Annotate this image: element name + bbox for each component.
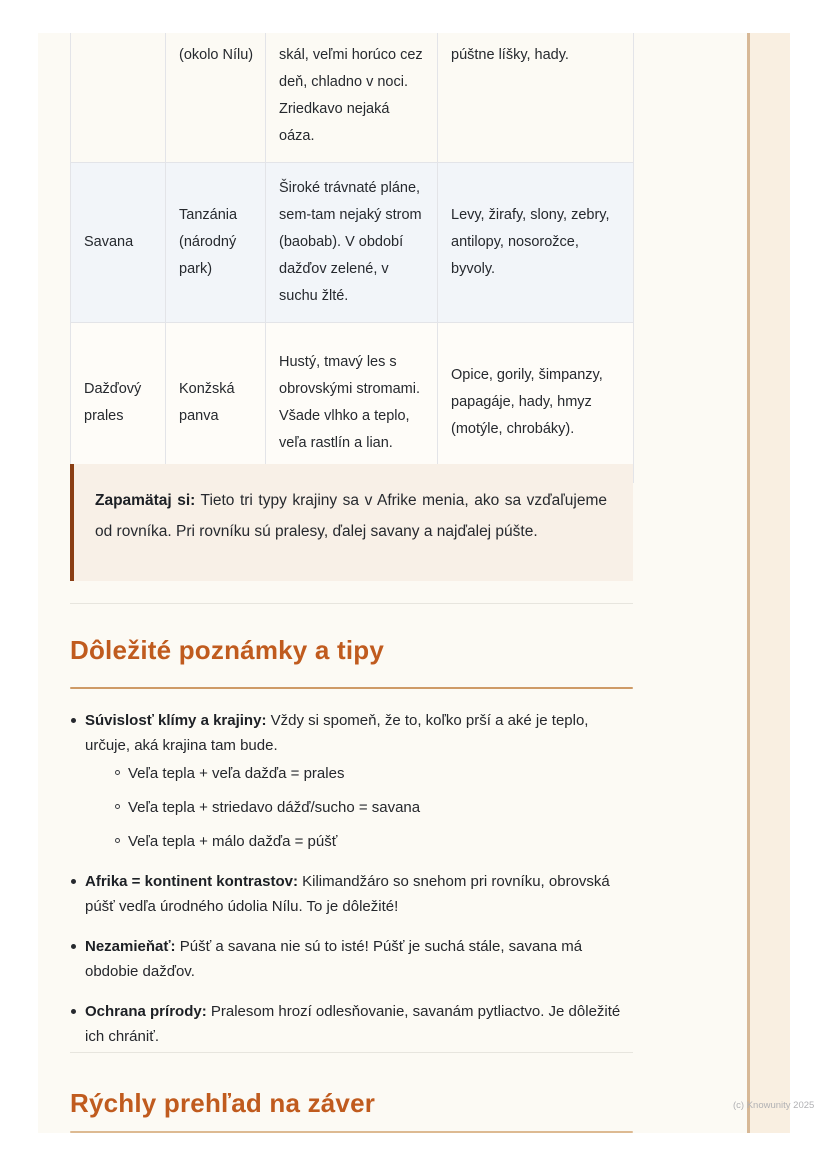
cell-animals: púštne líšky, hady. xyxy=(438,33,634,163)
divider xyxy=(70,1052,633,1053)
list-item xyxy=(70,999,633,1049)
section-underline xyxy=(70,687,633,689)
remember-callout xyxy=(70,464,633,581)
watermark: (c) Knowunity 2025 xyxy=(733,1100,815,1111)
list-item xyxy=(70,869,633,919)
table-row-savana xyxy=(71,163,634,323)
list-item-text: Vždy si spomeň, že to, koľko prší a aké je teplo, určuje, aká krajina tam bude. xyxy=(85,712,589,754)
section-title-notes: Dôležité poznámky a tipy xyxy=(70,635,384,665)
table-row-desert xyxy=(71,33,634,163)
cell-location: (okolo Nílu) xyxy=(166,33,266,163)
divider xyxy=(70,603,633,604)
notes-list xyxy=(70,708,633,1064)
table-row-prales xyxy=(71,323,634,483)
list-item-text: Pralesom hrozí odlesňovanie, savanám pytliactvo. Je dôležité ich chrániť. xyxy=(85,1003,621,1045)
cell-location: Konžská panva xyxy=(166,323,266,483)
section-title-summary: Rýchly prehľad na záver xyxy=(70,1088,376,1118)
list-item xyxy=(70,934,633,984)
list-item-text: Púšť a savana nie sú to isté! Púšť je suchá stále, savana má obdobie dažďov. xyxy=(85,938,583,980)
cell-description: Hustý, tmavý les s obrovskými stromami. Všade vlhko a teplo, veľa rastlín a lian. xyxy=(266,323,438,483)
list-item-lead: Afrika = kontinent kontrastov: xyxy=(85,873,298,890)
notes-sublist xyxy=(115,761,633,854)
section-underline xyxy=(70,1131,633,1133)
sublist-item: Veľa tepla + veľa dažďa = prales xyxy=(115,761,633,786)
cell-landscape: Dažďový prales xyxy=(71,323,166,483)
list-item xyxy=(70,708,633,854)
cell-animals: Opice, gorily, šimpanzy, papagáje, hady, hmyz (motýle, chrobáky). xyxy=(438,323,634,483)
cell-description: Široké trávnaté pláne, sem-tam nejaký strom (baobab). V období dažďov zelené, v suchu žlté. xyxy=(266,163,438,323)
document-sheet xyxy=(38,33,790,1133)
cell-landscape: Savana xyxy=(71,163,166,323)
cell-description: skál, veľmi horúco cez deň, chladno v noci. Zriedkavo nejaká oáza. xyxy=(266,33,438,163)
cell-location: Tanzánia (národný park) xyxy=(166,163,266,323)
callout-text: Tieto tri typy krajiny sa v Afrike menia, ako sa vzďaľujeme od rovníka. Pri rovníku sú pralesy, ďalej savany a najďalej púšte. xyxy=(95,492,608,540)
cell-animals: Levy, žirafy, slony, zebry, antilopy, nosorožce, byvoly. xyxy=(438,163,634,323)
sublist-item: Veľa tepla + málo dažďa = púšť xyxy=(115,829,633,854)
list-item-lead: Súvislosť klímy a krajiny: xyxy=(85,712,267,729)
page-side-stripe xyxy=(747,33,790,1133)
biome-table xyxy=(70,33,634,483)
list-item-text: Kilimandžáro so snehom pri rovníku, obrovská púšť vedľa úrodného údolia Nílu. To je dôležité! xyxy=(85,873,610,915)
callout-lead: Zapamätaj si: xyxy=(95,492,196,509)
cell-landscape xyxy=(71,33,166,163)
list-item-lead: Ochrana prírody: xyxy=(85,1003,207,1020)
list-item-lead: Nezamieňať: xyxy=(85,938,176,955)
sublist-item: Veľa tepla + striedavo dážď/sucho = savana xyxy=(115,795,633,820)
